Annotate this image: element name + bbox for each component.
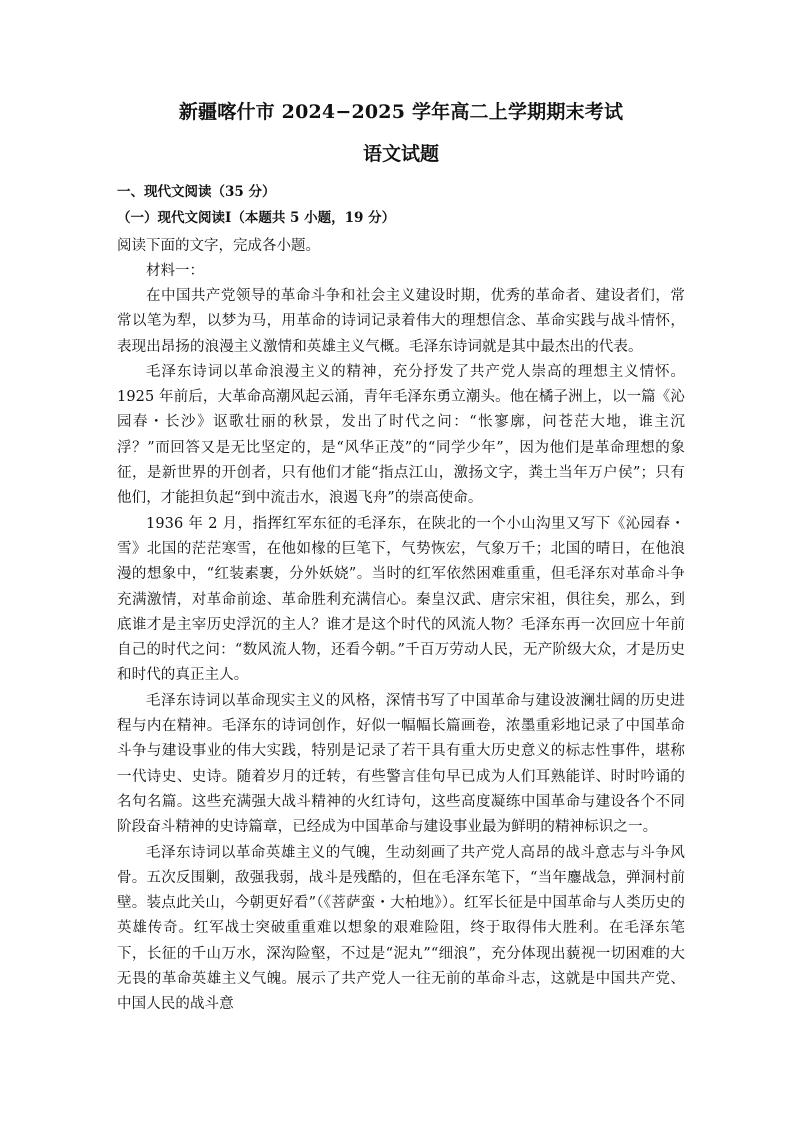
section-heading: 一、现代文阅读（35 分） (117, 184, 276, 200)
material-label: 材料一： (146, 263, 204, 279)
body-paragraph: 1936 年 2 月，指挥红军东征的毛泽东，在陕北的一个小山沟里又写下《沁园春・雪》北国的茫茫寒雪，在他如椽的巨笔下，气势恢宏，气象万千；北国的晴日，在他浪漫的想象中，“红装素裹，分外妖娆”。当时的红军依然困难重重，但毛泽东对革命斗争充满激情，对革命前途、革命胜利充满信心。秦皇汉武、唐宗宋祖，俱往矣，那么，到底谁才是主宰历史浮沉的主人？谁才是这个时代的风流人物？毛泽东再一次回应十年前自己的时代之问：“数风流人物，还看今朝。”千百万劳动人民，无产阶级大众，才是历史和时代的真正主人。 (117, 515, 685, 684)
body-paragraph: 毛泽东诗词以革命浪漫主义的精神，充分抒发了共产党人崇高的理想主义情怀。1925 年前后，大革命高潮风起云涌，青年毛泽东勇立潮头。他在橘子洲上，以一篇《沁园春・长沙》讴歌壮丽的秋景，发出了时代之问：“怅寥廓，问苍茫大地，谁主沉浮？”而回答又是无比坚定的，是“风华正茂”的“同学少年”，因为他们是革命理想的象征，是新世界的开创者，只有他们才能“指点江山，激扬文字，粪土当年万户侯”；只有他们，才能担负起“到中流击水，浪遏飞舟”的崇高使命。 (117, 363, 685, 507)
body-paragraph: 在中国共产党领导的革命斗争和社会主义建设时期，优秀的革命者、建设者们，常常以笔为犁，以梦为马，用革命的诗词记录着伟大的理想信念、革命实践与战斗情怀，表现出昂扬的浪漫主义激情和英雄主义气概。毛泽东诗词就是其中最杰出的代表。 (117, 288, 685, 355)
document-page (117, 98, 685, 1018)
body-paragraph: 毛泽东诗词以革命英雄主义的气魄，生动刻画了共产党人高昂的战斗意志与斗争风骨。五次反围剿，敌强我弱，战斗是残酷的，但在毛泽东笔下，“当年鏖战急，弹洞村前壁。装点此关山，今朝更好看”（《菩萨蛮・大柏地》）。红军长征是中国革命与人类历史的英雄传奇。红军战士突破重重难以想象的艰难险阻，终于取得伟大胜利。在毛泽东笔下，长征的千山万水，深沟险壑，不过是“泥丸”“细浪”，充分体现出藐视一切困难的大无畏的革命英雄主义气魄。展示了共产党人一往无前的革命斗志，这就是中国共产党、中国人民的战斗意 (117, 844, 685, 1013)
body-paragraph: 毛泽东诗词以革命现实主义的风格，深情书写了中国革命与建设波澜壮阔的历史进程与内在精神。毛泽东的诗词创作，好似一幅幅长篇画卷，浓墨重彩地记录了中国革命斗争与建设事业的伟大实践，特别是记录了若干具有重大历史意义的标志性事件，堪称一代诗史、史诗。随着岁月的迁转，有些警言佳句早已成为人们耳熟能详、时时吟诵的名句名篇。这些充满强大战斗精神的火红诗句，这些高度凝练中国革命与建设各个不同阶段奋斗精神的史诗篇章，已经成为中国革命与建设事业最为鲜明的精神标识之一。 (117, 692, 685, 836)
reading-instruction: 阅读下面的文字，完成各小题。 (117, 238, 320, 254)
sub-section-heading: （一）现代文阅读Ⅰ（本题共 5 小题，19 分） (117, 210, 396, 226)
document-subtitle: 语文试题 (362, 143, 439, 165)
document-title: 新疆喀什市 2024−2025 学年高二上学期期末考试 (178, 101, 624, 123)
